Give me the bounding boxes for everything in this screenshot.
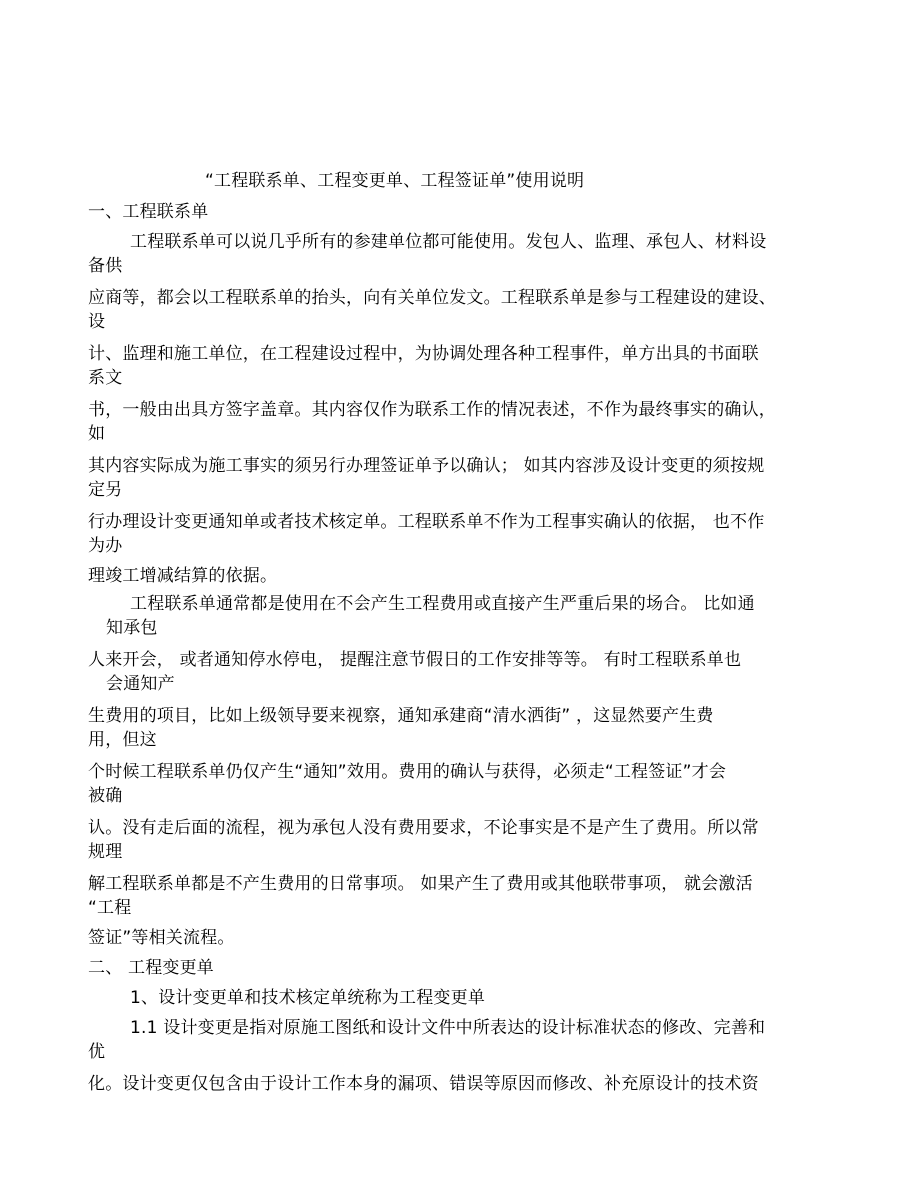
paragraph-1-line: 行办理设计变更通知单或者技术核定单。工程联系单不作为工程事实确认的依据， 也不作 <box>88 512 765 532</box>
paragraph-1-line: 理竣工增减结算的依据。 <box>88 566 278 586</box>
document-title: “工程联系单、工程变更单、工程签证单”使用说明 <box>205 171 585 191</box>
section-2-item-1-1-line: 化。设计变更仅包含由于设计工作本身的漏项、错误等原因而修改、补充原设计的技术资 <box>88 1074 759 1094</box>
paragraph-1-line: 如 <box>88 424 106 444</box>
paragraph-2-line: 解工程联系单都是不产生费用的日常事项。 如果产生了费用或其他联带事项， 就会激活 <box>88 874 753 894</box>
section-2-item-1-1-line: 1.1 设计变更是指对原施工图纸和设计文件中所表达的设计标准状态的修改、完善和 <box>130 1018 766 1038</box>
section-2-heading: 二、 工程变更单 <box>88 958 215 978</box>
paragraph-2-line: “工程 <box>88 898 132 918</box>
paragraph-2-line: 知承包 <box>106 618 158 638</box>
paragraph-2-line: 规理 <box>88 842 123 862</box>
paragraph-2-line: 认。没有走后面的流程，视为承包人没有费用要求，不论事实是不是产生了费用。所以常 <box>88 818 759 838</box>
paragraph-1-line: 为办 <box>88 536 123 556</box>
paragraph-1-line: 系文 <box>88 368 123 388</box>
paragraph-1-line: 其内容实际成为施工事实的须另行办理签证单予以确认； 如其内容涉及设计变更的须按规 <box>88 456 765 476</box>
section-2-item-1: 1、设计变更单和技术核定单统称为工程变更单 <box>130 988 486 1008</box>
paragraph-1-line: 应商等，都会以工程联系单的抬头，向有关单位发文。工程联系单是参与工程建设的建设、 <box>88 288 776 308</box>
paragraph-1-line: 书，一般由出具方签字盖章。其内容仅作为联系工作的情况表述，不作为最终事实的确认， <box>88 400 776 420</box>
paragraph-2-line: 被确 <box>88 786 123 806</box>
paragraph-1-line: 设 <box>88 312 106 332</box>
paragraph-2-line: 工程联系单通常都是使用在不会产生工程费用或直接产生严重后果的场合。 比如通 <box>130 594 755 614</box>
paragraph-2-line: 签证”等相关流程。 <box>88 928 235 948</box>
paragraph-2-line: 个时候工程联系单仍仅产生“通知”效用。费用的确认与获得，必须走“工程签证”才会 <box>88 762 727 782</box>
section-1-heading: 一、工程联系单 <box>88 202 209 222</box>
paragraph-1-line: 备供 <box>88 256 123 276</box>
paragraph-1-line: 定另 <box>88 480 123 500</box>
section-2-item-1-1-line: 优 <box>88 1042 106 1062</box>
paragraph-2-line: 生费用的项目，比如上级领导要来视察，通知承建商“清水洒街” ，这显然要产生费 <box>88 706 714 726</box>
paragraph-2-line: 人来开会， 或者通知停水停电， 提醒注意节假日的工作安排等等。 有时工程联系单也 <box>88 650 742 670</box>
paragraph-1-line: 工程联系单可以说几乎所有的参建单位都可能使用。发包人、监理、承包人、材料设 <box>130 232 767 252</box>
paragraph-1-line: 计、监理和施工单位，在工程建设过程中，为协调处理各种工程事件，单方出具的书面联 <box>88 344 759 364</box>
paragraph-2-line: 用，但这 <box>88 730 157 750</box>
paragraph-2-line: 会通知产 <box>106 674 175 694</box>
